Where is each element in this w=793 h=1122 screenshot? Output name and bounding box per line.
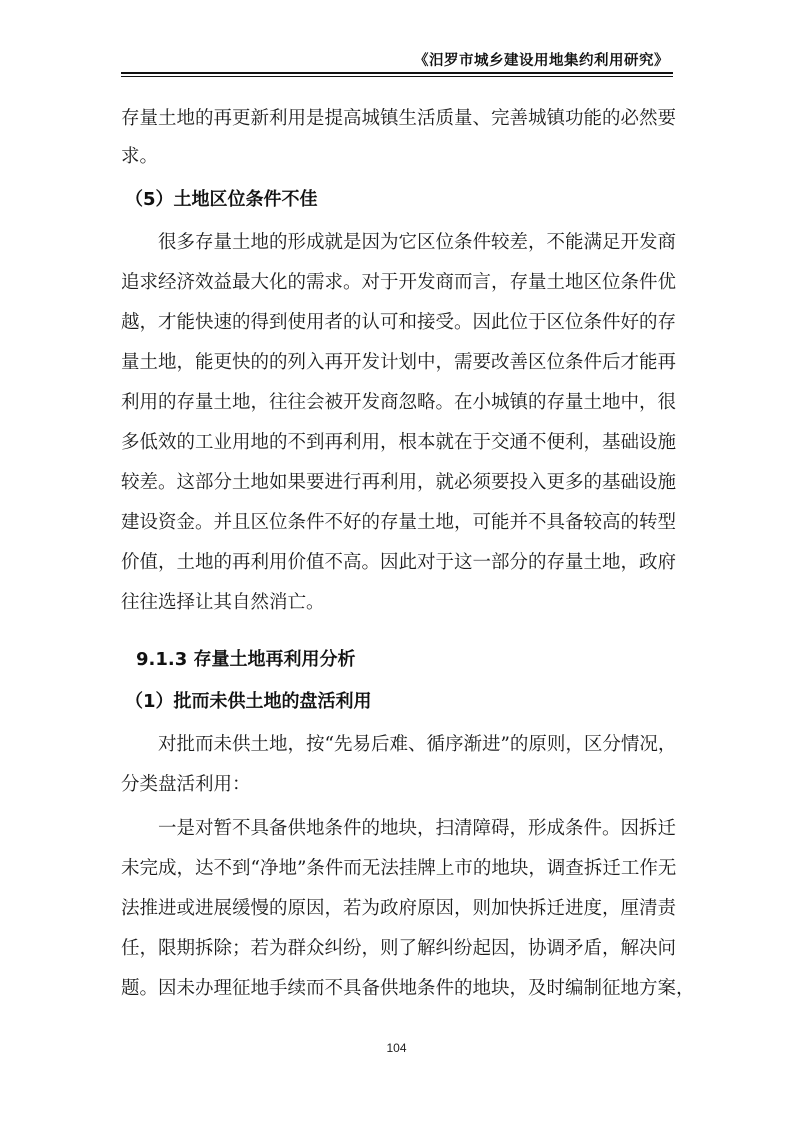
header-rule-thin (121, 76, 673, 77)
body-line: 任，限期拆除；若为群众纠纷，则了解纠纷起因，协调矛盾，解决问 (121, 938, 677, 959)
body-line: 往往选择让其自然消亡。 (121, 592, 325, 613)
body-line: 法推进或进展缓慢的原因，若为政府原因，则加快拆迁进度，厘清责 (121, 898, 677, 919)
body-line: 追求经济效益最大化的需求。对于开发商而言，存量土地区位条件优 (121, 272, 677, 293)
running-header-title: 《汨罗市城乡建设用地集约利用研究》 (414, 53, 669, 69)
body-line: 存量土地的再更新利用是提高城镇生活质量、完善城镇功能的必然要 (121, 108, 677, 129)
header-rule-thick (121, 72, 673, 74)
body-line: 多低效的工业用地的不到再利用，根本就在于交通不便利，基础设施 (121, 432, 677, 453)
subheading-location-conditions: （5）土地区位条件不佳 (125, 189, 318, 210)
body-line: 建设资金。并且区位条件不好的存量土地，可能并不具备较高的转型 (121, 512, 677, 533)
body-line: 很多存量土地的形成就是因为它区位条件较差，不能满足开发商 (158, 232, 677, 253)
subheading-approved-unsupplied-land: （1）批而未供土地的盘活利用 (125, 691, 372, 712)
page-number: 104 (386, 1041, 407, 1055)
body-line: 较差。这部分土地如果要进行再利用，就必须要投入更多的基础设施 (121, 472, 677, 493)
body-line: 求。 (121, 146, 159, 167)
body-line: 分类盘活利用： (121, 774, 251, 795)
body-line: 未完成，达不到“净地”条件而无法挂牌上市的地块，调查拆迁工作无 (121, 858, 677, 879)
body-line: 量土地，能更快的的列入再开发计划中，需要改善区位条件后才能再 (121, 352, 677, 373)
body-line: 价值，土地的再利用价值不高。因此对于这一部分的存量土地，政府 (121, 552, 677, 573)
section-heading-913: 9.1.3 存量土地再利用分析 (136, 649, 356, 670)
body-line: 题。因未办理征地手续而不具备供地条件的地块，及时编制征地方案， (121, 978, 695, 999)
body-line: 一是对暂不具备供地条件的地块，扫清障碍，形成条件。因拆迁 (158, 818, 677, 839)
body-line: 越，才能快速的得到使用者的认可和接受。因此位于区位条件好的存 (121, 312, 677, 333)
body-line: 对批而未供土地，按“先易后难、循序渐进”的原则，区分情况， (158, 734, 677, 755)
body-line: 利用的存量土地，往往会被开发商忽略。在小城镇的存量土地中，很 (121, 392, 677, 413)
